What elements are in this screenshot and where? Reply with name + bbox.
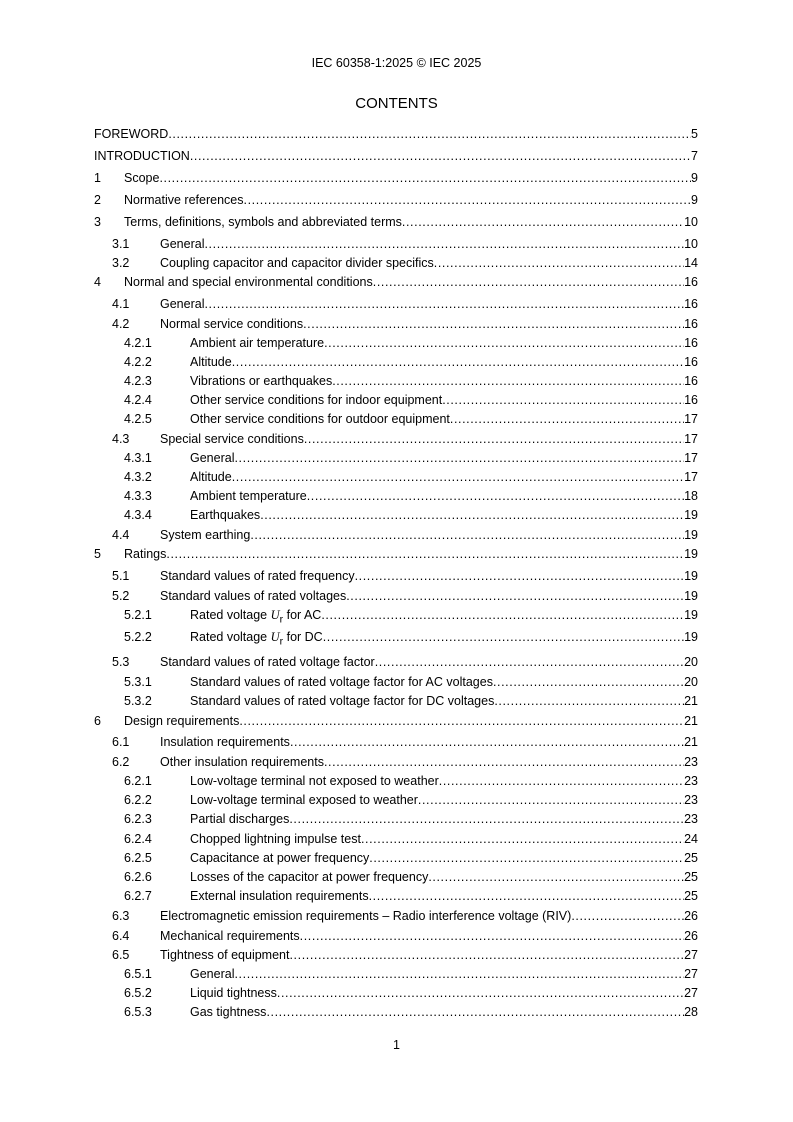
dot-leader (428, 868, 684, 886)
dot-leader (323, 628, 684, 646)
toc-entry-page: 17 (684, 412, 698, 426)
dot-leader (439, 772, 684, 790)
toc-entry-title: Normal and special environmental conditions (124, 275, 373, 289)
toc-entry-title: Low-voltage terminal not exposed to weather (190, 774, 439, 788)
toc-entry-number: 6.2 (112, 755, 130, 769)
toc-entry-title: External insulation requirements (190, 889, 369, 903)
toc-entry-page: 23 (684, 812, 698, 826)
toc-entry[interactable] (94, 295, 698, 313)
toc-entry[interactable] (94, 506, 698, 524)
toc-entry-page: 20 (684, 675, 698, 689)
document-header: IEC 60358-1:2025 © IEC 2025 (311, 56, 482, 70)
toc-entry-page: 28 (684, 1005, 698, 1019)
toc-entry[interactable] (94, 213, 698, 231)
toc-entry-number: 3.2 (112, 256, 130, 270)
toc-entry-title: Special service conditions (160, 432, 304, 446)
toc-entry[interactable] (94, 965, 698, 983)
dot-leader (303, 315, 684, 333)
toc-entry-page: 9 (691, 193, 698, 207)
toc-entry-number: 5.2.2 (124, 630, 152, 644)
toc-entry-title: Standard values of rated voltage factor (160, 655, 375, 669)
toc-entry[interactable] (94, 772, 698, 790)
dot-leader (266, 1003, 684, 1021)
dot-leader (204, 235, 684, 253)
toc-entry[interactable] (94, 410, 698, 428)
toc-entry-number: 4.2.1 (124, 336, 152, 350)
toc-entry-title: Altitude (190, 470, 232, 484)
toc-entry-number: 5 (94, 547, 101, 561)
toc-entry-page: 20 (684, 655, 698, 669)
dot-leader (166, 545, 684, 563)
dot-leader (571, 907, 684, 925)
toc-entry-title: INTRODUCTION (94, 149, 190, 163)
dot-leader (375, 653, 684, 671)
toc-entry-number: 6.5 (112, 948, 130, 962)
dot-leader (402, 213, 684, 231)
toc-entry-title: Scope (124, 171, 160, 185)
dot-leader (289, 810, 684, 828)
toc-entry-number: 6.2.3 (124, 812, 152, 826)
dot-leader (289, 946, 684, 964)
dot-leader (244, 191, 692, 209)
dot-leader (418, 791, 684, 809)
toc-entry-page: 24 (684, 832, 698, 846)
toc-entry-title: General (190, 451, 235, 465)
toc-entry-page: 16 (684, 393, 698, 407)
toc-entry[interactable] (94, 125, 698, 143)
toc-entry-title: Standard values of rated frequency (160, 569, 355, 583)
toc-entry-number: 4.4 (112, 528, 130, 542)
voltage-symbol: U (270, 630, 280, 644)
toc-entry-number: 6.5.1 (124, 967, 152, 981)
toc-entry[interactable] (94, 449, 698, 467)
dot-leader (324, 334, 684, 352)
toc-entry[interactable] (94, 254, 698, 272)
dot-leader (434, 254, 684, 272)
toc-entry-number: 4.3.1 (124, 451, 152, 465)
toc-entry-number: 4.2.3 (124, 374, 152, 388)
toc-entry-page: 10 (684, 237, 698, 251)
dot-leader (260, 506, 684, 524)
toc-entry-title: Other service conditions for outdoor equipment (190, 412, 450, 426)
toc-entry-page: 7 (691, 149, 698, 163)
toc-entry-number: 6.2.7 (124, 889, 152, 903)
toc-entry-title: Ambient temperature (190, 489, 307, 503)
toc-entry-number: 6.3 (112, 909, 130, 923)
toc-entry-page: 16 (684, 317, 698, 331)
toc-entry[interactable] (94, 673, 698, 691)
toc-entry-number: 4.2.4 (124, 393, 152, 407)
toc-entry-title: Standard values of rated voltage factor for DC voltages (190, 694, 495, 708)
toc-entry-title: Other insulation requirements (160, 755, 324, 769)
toc-entry-title: Electromagnetic emission requirements – Radio interference voltage (RIV) (160, 909, 572, 923)
toc-entry[interactable] (94, 545, 698, 563)
toc-entry-title: Liquid tightness (190, 986, 277, 1000)
toc-entry[interactable] (94, 1003, 698, 1021)
toc-entry-page: 19 (684, 608, 698, 622)
toc-entry-page: 14 (684, 256, 698, 270)
dot-leader (290, 733, 684, 751)
toc-entry-title: Ambient air temperature (190, 336, 325, 350)
dot-leader (250, 526, 684, 544)
dot-leader (190, 147, 691, 165)
toc-entry[interactable] (94, 733, 698, 751)
toc-entry-page: 23 (684, 793, 698, 807)
toc-entry[interactable] (94, 692, 698, 710)
toc-entry-page: 26 (684, 929, 698, 943)
toc-entry-title: Standard values of rated voltage factor for AC voltages (190, 675, 493, 689)
toc-entry-page: 16 (684, 297, 698, 311)
toc-entry-page: 17 (684, 451, 698, 465)
toc-entry-number: 4.2 (112, 317, 130, 331)
toc-entry[interactable] (94, 334, 698, 352)
dot-leader (493, 673, 684, 691)
dot-leader (332, 372, 684, 390)
toc-entry-number: 5.2.1 (124, 608, 152, 622)
toc-entry-number: 5.3.2 (124, 694, 152, 708)
toc-entry-title: Altitude (190, 355, 232, 369)
toc-entry-page: 19 (684, 569, 698, 583)
toc-entry-page: 23 (684, 774, 698, 788)
toc-entry-title: Insulation requirements (160, 735, 290, 749)
dot-leader (304, 430, 684, 448)
toc-entry-page: 19 (684, 589, 698, 603)
toc-entry[interactable] (94, 315, 698, 333)
toc-entry-page: 17 (684, 470, 698, 484)
toc-entry-title: Rated voltage $U_r$ for AC (190, 608, 322, 626)
toc-entry-title: Normal service conditions (160, 317, 304, 331)
dot-leader (168, 125, 691, 143)
toc-entry-page: 27 (684, 986, 698, 1000)
toc-entry-title: Other service conditions for indoor equipment (190, 393, 443, 407)
toc-entry-title: Tightness of equipment (160, 948, 290, 962)
toc-entry-page: 19 (684, 528, 698, 542)
voltage-symbol-subscript: r (279, 636, 284, 648)
toc-entry[interactable] (94, 653, 698, 671)
toc-entry-number: 5.3 (112, 655, 130, 669)
toc-entry-title: Partial discharges (190, 812, 290, 826)
toc-entry-number: 6.1 (112, 735, 130, 749)
toc-entry-title: Earthquakes (190, 508, 261, 522)
dot-leader (450, 410, 684, 428)
toc-entry[interactable] (94, 830, 698, 848)
toc-entry-number: 3.1 (112, 237, 130, 251)
dot-leader (355, 567, 685, 585)
toc-entry-page: 16 (684, 355, 698, 369)
toc-entry[interactable] (94, 430, 698, 448)
toc-entry-number: 6.4 (112, 929, 130, 943)
toc-entry[interactable] (94, 147, 698, 165)
toc-entry-number: 4.3 (112, 432, 130, 446)
toc-entry[interactable] (94, 606, 698, 624)
toc-entry-number: 4.3.4 (124, 508, 152, 522)
toc-entry-number: 2 (94, 193, 101, 207)
toc-entry-title: Design requirements (124, 714, 240, 728)
toc-entry-page: 25 (684, 889, 698, 903)
toc-entry-title: Normative references (124, 193, 244, 207)
toc-entry-page: 5 (691, 127, 698, 141)
toc-entry-page: 19 (684, 508, 698, 522)
toc-entry-title: Rated voltage $U_r$ for DC (190, 630, 323, 648)
voltage-symbol: U (270, 608, 280, 622)
toc-entry-number: 4.2.5 (124, 412, 152, 426)
toc-entry[interactable] (94, 526, 698, 544)
toc-entry-number: 6.5.2 (124, 986, 152, 1000)
toc-entry[interactable] (94, 487, 698, 505)
toc-entry-title: General (160, 237, 205, 251)
toc-entry-number: 6.2.4 (124, 832, 152, 846)
toc-entry[interactable] (94, 868, 698, 886)
toc-entry-number: 6.5.3 (124, 1005, 152, 1019)
dot-leader (232, 353, 684, 371)
toc-entry[interactable] (94, 849, 698, 867)
toc-entry-title: General (160, 297, 205, 311)
toc-entry[interactable] (94, 907, 698, 925)
toc-entry-page: 19 (684, 547, 698, 561)
toc-entry[interactable] (94, 235, 698, 253)
toc-entry-number: 5.1 (112, 569, 130, 583)
toc-entry-page: 21 (684, 694, 698, 708)
toc-entry-page: 27 (684, 948, 698, 962)
page-number: 1 (393, 1038, 400, 1052)
dot-leader (204, 295, 684, 313)
toc-entry-number: 6 (94, 714, 101, 728)
toc-entry-number: 6.2.2 (124, 793, 152, 807)
dot-leader (442, 391, 684, 409)
toc-entry[interactable] (94, 391, 698, 409)
toc-entry-title: Chopped lightning impulse test (190, 832, 361, 846)
page-title: CONTENTS (355, 95, 438, 112)
toc-entry-page: 27 (684, 967, 698, 981)
toc-entry-title: Ratings (124, 547, 167, 561)
toc-entry[interactable] (94, 353, 698, 371)
toc-entry-number: 4 (94, 275, 101, 289)
toc-entry-title: Terms, definitions, symbols and abbreviated terms (124, 215, 402, 229)
toc-entry-page: 10 (684, 215, 698, 229)
toc-entry-page: 18 (684, 489, 698, 503)
voltage-symbol-subscript: r (279, 614, 284, 626)
toc-entry-number: 5.3.1 (124, 675, 152, 689)
toc-entry[interactable] (94, 468, 698, 486)
dot-leader (369, 887, 685, 905)
dot-leader (239, 712, 684, 730)
toc-entry[interactable] (94, 791, 698, 809)
toc-entry[interactable] (94, 927, 698, 945)
toc-entry-title: Mechanical requirements (160, 929, 300, 943)
toc-entry[interactable] (94, 946, 698, 964)
toc-entry-title: Gas tightness (190, 1005, 267, 1019)
dot-leader (369, 849, 684, 867)
toc-entry-number: 5.2 (112, 589, 130, 603)
toc-entry-page: 16 (684, 374, 698, 388)
toc-entry-title: General (190, 967, 235, 981)
dot-leader (324, 753, 684, 771)
toc-entry-number: 4.3.3 (124, 489, 152, 503)
toc-entry-page: 17 (684, 432, 698, 446)
toc-entry[interactable] (94, 372, 698, 390)
toc-entry-number: 4.3.2 (124, 470, 152, 484)
toc-entry-page: 26 (684, 909, 698, 923)
toc-entry[interactable] (94, 984, 698, 1002)
toc-entry-title: Low-voltage terminal exposed to weather (190, 793, 418, 807)
toc-entry[interactable] (94, 587, 698, 605)
toc-entry[interactable] (94, 753, 698, 771)
toc-entry-title: FOREWORD (94, 127, 169, 141)
toc-entry-number: 4.1 (112, 297, 130, 311)
toc-entry[interactable] (94, 712, 698, 730)
dot-leader (159, 169, 691, 187)
dot-leader (234, 449, 684, 467)
dot-leader (361, 830, 684, 848)
toc-entry-title: Vibrations or earthquakes (190, 374, 333, 388)
toc-entry-page: 23 (684, 755, 698, 769)
dot-leader (277, 984, 684, 1002)
toc-entry[interactable] (94, 887, 698, 905)
toc-entry[interactable] (94, 273, 698, 291)
dot-leader (307, 487, 684, 505)
toc-entry-page: 25 (684, 870, 698, 884)
toc-entry-title: System earthing (160, 528, 251, 542)
toc-entry-page: 16 (684, 336, 698, 350)
toc-entry-number: 4.2.2 (124, 355, 152, 369)
toc-entry-title: Losses of the capacitor at power frequency (190, 870, 429, 884)
toc-entry-title: Standard values of rated voltages (160, 589, 347, 603)
dot-leader (346, 587, 684, 605)
toc-entry-page: 19 (684, 630, 698, 644)
toc-entry[interactable] (94, 169, 698, 187)
toc-entry-title: Coupling capacitor and capacitor divider specifics (160, 256, 434, 270)
toc-entry-number: 6.2.6 (124, 870, 152, 884)
dot-leader (373, 273, 684, 291)
toc-entry-number: 6.2.1 (124, 774, 152, 788)
toc-entry[interactable] (94, 567, 698, 585)
toc-entry-page: 21 (684, 735, 698, 749)
dot-leader (321, 606, 684, 624)
dot-leader (300, 927, 684, 945)
toc-entry[interactable] (94, 628, 698, 646)
toc-entry-title: Capacitance at power frequency (190, 851, 370, 865)
dot-leader (234, 965, 684, 983)
toc-entry-page: 16 (684, 275, 698, 289)
dot-leader (232, 468, 684, 486)
toc-entry[interactable] (94, 191, 698, 209)
toc-entry-page: 21 (684, 714, 698, 728)
toc-entry-number: 3 (94, 215, 101, 229)
toc-entry[interactable] (94, 810, 698, 828)
toc-entry-page: 25 (684, 851, 698, 865)
toc-entry-number: 6.2.5 (124, 851, 152, 865)
toc-entry-page: 9 (691, 171, 698, 185)
dot-leader (494, 692, 684, 710)
toc-entry-number: 1 (94, 171, 101, 185)
